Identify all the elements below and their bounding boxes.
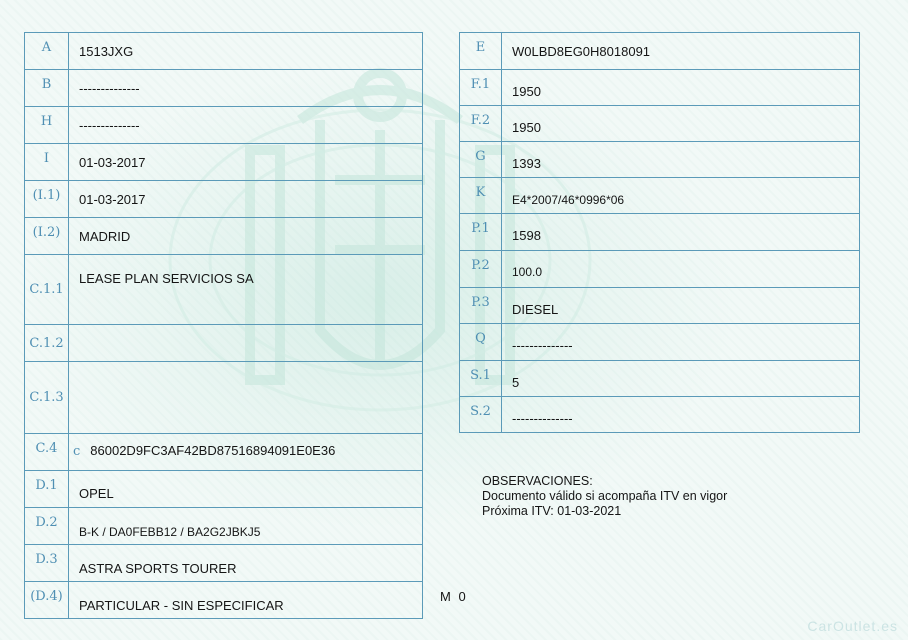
- field-code: C.1.3: [25, 362, 69, 434]
- observations-line: Documento válido si acompaña ITV en vigor: [482, 489, 728, 503]
- field-value-type: B-K / DA0FEBB12 / BA2G2JBKJ5: [69, 508, 423, 545]
- mark-code: M 0: [440, 589, 468, 604]
- field-row-s1: [460, 361, 860, 397]
- field-code: E: [460, 33, 502, 70]
- observations-heading: OBSERVACIONES:: [482, 474, 593, 488]
- field-value-approval: E4*2007/46*0996*06: [502, 178, 860, 214]
- field-code: G: [460, 142, 502, 178]
- field-code: F.1: [460, 70, 502, 106]
- field-code: (D.4): [25, 582, 69, 619]
- field-code: C.1.1: [25, 255, 69, 325]
- field-value-hash: [69, 434, 423, 471]
- field-code: A: [25, 33, 69, 70]
- left-fields-table: [24, 32, 423, 619]
- field-value-first-registration: 01-03-2017: [69, 144, 423, 181]
- field-code: (I.2): [25, 218, 69, 255]
- field-row-k: [460, 178, 860, 214]
- field-row-s2: [460, 397, 860, 433]
- field-row-g: [460, 142, 860, 178]
- field-value-make: OPEL: [69, 471, 423, 508]
- field-value-vin: W0LBD8EG0H8018091: [502, 33, 860, 70]
- field-row-a: [25, 33, 423, 70]
- field-value: 01-03-2017: [69, 181, 423, 218]
- field-row-i: [25, 144, 423, 181]
- field-value-plate: 1513JXG: [69, 33, 423, 70]
- field-code: S.2: [460, 397, 502, 433]
- field-row-b: [25, 70, 423, 107]
- field-code: P.1: [460, 214, 502, 251]
- observations-block: [482, 474, 727, 519]
- field-value-model: ASTRA SPORTS TOURER: [69, 545, 423, 582]
- field-row-d3: [25, 545, 423, 582]
- field-row-c13: [25, 362, 423, 434]
- field-value-city: MADRID: [69, 218, 423, 255]
- field-code: P.2: [460, 251, 502, 288]
- field-value-text: 86002D9FC3AF42BD87516894091E0E36: [90, 443, 336, 458]
- field-value-power: 100.0: [502, 251, 860, 288]
- field-code: S.1: [460, 361, 502, 397]
- field-value: 1950: [502, 70, 860, 106]
- field-code: C.1.2: [25, 325, 69, 362]
- field-code: K: [460, 178, 502, 214]
- field-code: D.3: [25, 545, 69, 582]
- field-row-d1: [25, 471, 423, 508]
- field-value: 1393: [502, 142, 860, 178]
- field-value: --------------: [69, 70, 423, 107]
- field-value-displacement: 1598: [502, 214, 860, 251]
- field-code: P.3: [460, 288, 502, 324]
- right-fields-table: [459, 32, 860, 433]
- field-code: F.2: [460, 106, 502, 142]
- field-row-d2: [25, 508, 423, 545]
- observations-line: Próxima ITV: 01-03-2021: [482, 504, 622, 518]
- field-code: Q: [460, 324, 502, 361]
- field-row-p1: [460, 214, 860, 251]
- field-value: [69, 362, 423, 434]
- field-row-q: [460, 324, 860, 361]
- field-row-c4: [25, 434, 423, 471]
- field-row-p3: [460, 288, 860, 324]
- field-code: I: [25, 144, 69, 181]
- field-row-f1: [460, 70, 860, 106]
- field-code: C.4: [25, 434, 69, 471]
- field-value-category: PARTICULAR - SIN ESPECIFICAR: [69, 582, 423, 619]
- field-value-owner: LEASE PLAN SERVICIOS SA: [69, 255, 423, 325]
- carOutlet-watermark-stamp: CarOutlet.es: [807, 618, 898, 634]
- field-value: 1950: [502, 106, 860, 142]
- field-row-d4: [25, 582, 423, 619]
- field-row-e: [460, 33, 860, 70]
- field-value-seats: 5: [502, 361, 860, 397]
- field-row-h: [25, 107, 423, 144]
- field-code: H: [25, 107, 69, 144]
- field-value: [69, 325, 423, 362]
- field-row-c11: [25, 255, 423, 325]
- field-prefix: c: [73, 444, 81, 459]
- field-code: (I.1): [25, 181, 69, 218]
- field-value: --------------: [69, 107, 423, 144]
- field-row-f2: [460, 106, 860, 142]
- field-value-fuel: DIESEL: [502, 288, 860, 324]
- field-row-i1: [25, 181, 423, 218]
- field-code: D.1: [25, 471, 69, 508]
- field-value: --------------: [502, 324, 860, 361]
- field-code: B: [25, 70, 69, 107]
- field-code: D.2: [25, 508, 69, 545]
- field-row-c12: [25, 325, 423, 362]
- field-value: --------------: [502, 397, 860, 433]
- field-row-i2: [25, 218, 423, 255]
- field-row-p2: [460, 251, 860, 288]
